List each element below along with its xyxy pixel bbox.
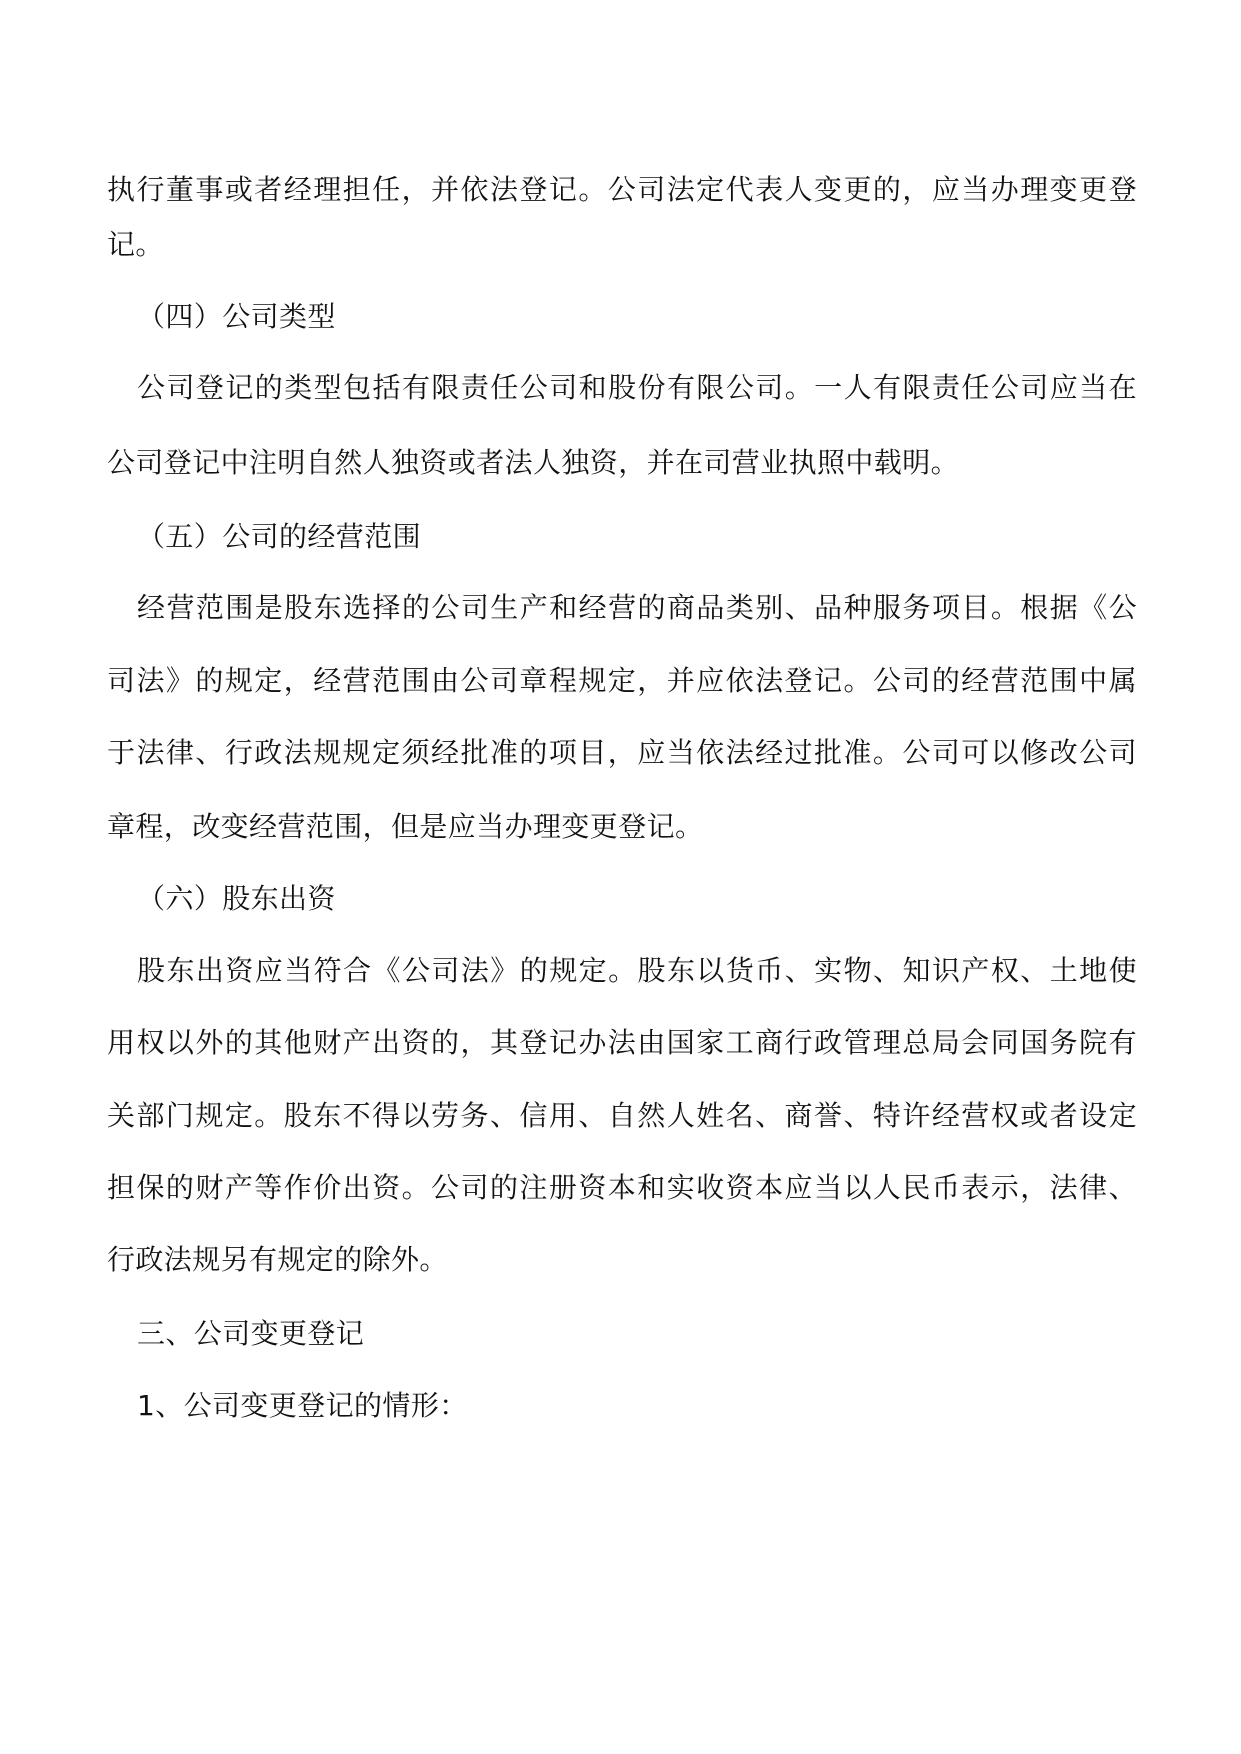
body-text-line: 股东出资应当符合《公司法》的规定。股东以货币、实物、知识产权、土地使 <box>137 954 1137 987</box>
section-heading: （五）公司的经营范围 <box>137 520 422 553</box>
body-text-line: 公司登记中注明自然人独资或者法人独资，并在司营业执照中载明。 <box>107 446 960 479</box>
body-text-line: 司法》的规定，经营范围由公司章程规定，并应依法登记。公司的经营范围中属 <box>107 664 1137 697</box>
body-text-line: 于法律、行政法规规定须经批准的项目，应当依法经过批准。公司可以修改公司 <box>107 736 1137 769</box>
body-text-line: 记。 <box>107 228 164 261</box>
section-heading: （六）股东出资 <box>137 882 336 915</box>
body-text-line: 章程，改变经营范围，但是应当办理变更登记。 <box>107 810 704 843</box>
body-text-line: 关部门规定。股东不得以劳务、信用、自然人姓名、商誉、特许经营权或者设定 <box>107 1099 1137 1132</box>
section-heading: （四）公司类型 <box>137 300 336 333</box>
body-text-line: 用权以外的其他财产出资的，其登记办法由国家工商行政管理总局会同国务院有 <box>107 1026 1137 1059</box>
body-text-line: 经营范围是股东选择的公司生产和经营的商品类别、品种服务项目。根据《公 <box>137 591 1137 624</box>
body-text-line: 行政法规另有规定的除外。 <box>107 1243 448 1276</box>
subsection-heading: 1、公司变更登记的情形： <box>137 1389 468 1422</box>
body-text-line: 执行董事或者经理担任，并依法登记。公司法定代表人变更的，应当办理变更登 <box>107 173 1137 206</box>
body-text-line: 公司登记的类型包括有限责任公司和股份有限公司。一人有限责任公司应当在 <box>137 371 1137 404</box>
section-heading: 三、公司变更登记 <box>137 1317 365 1350</box>
body-text-line: 担保的财产等作价出资。公司的注册资本和实收资本应当以人民币表示，法律、 <box>107 1171 1137 1204</box>
